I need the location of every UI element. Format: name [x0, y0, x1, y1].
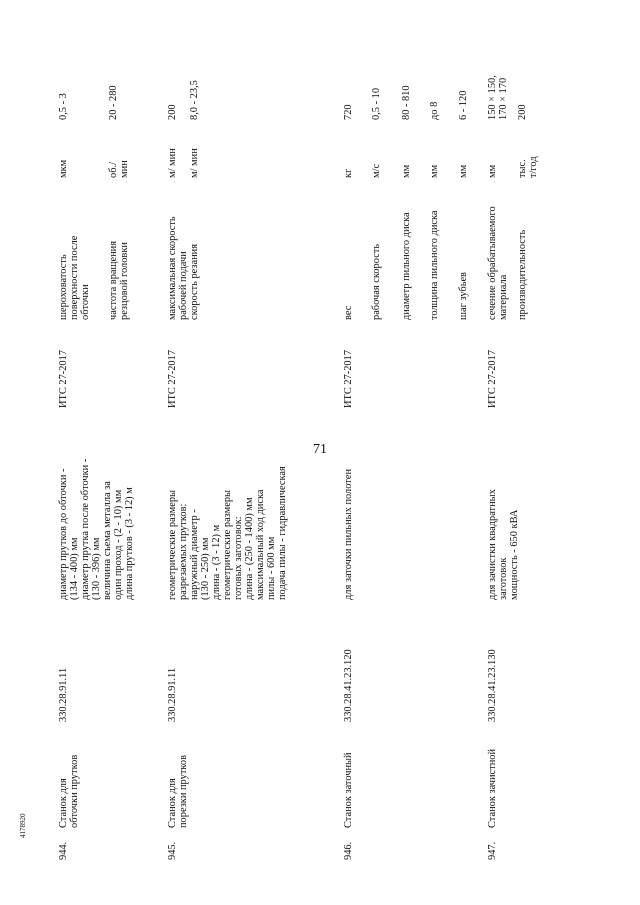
unit-column [487, 136, 539, 178]
parameter-value: 20 - 280 [108, 85, 119, 120]
parameter-name: максимальная скорость рабочей подачи [167, 216, 189, 320]
parameter-name: сечение обрабатываемого материала [487, 206, 509, 320]
parameter-value: 200 [167, 104, 178, 120]
okpd-code: 330.28.91.11 [167, 667, 178, 722]
parameter-name: частота вращения резцовой головки [108, 240, 130, 320]
parameter-value: 200 [517, 104, 528, 120]
row-number: 946. [343, 841, 354, 860]
parameter-unit: мм [401, 164, 412, 178]
parameter-value: 6 - 120 [458, 90, 469, 120]
equipment-description: для зачистки квадратных заготовок мощность - 650 кВА [487, 489, 520, 600]
row-number: 944. [58, 841, 69, 860]
equipment-name: Станок зачистной [487, 748, 498, 828]
equipment-name: Станок заточный [343, 752, 354, 828]
equipment-description: диаметр прутков до обточки - (134 - 400) мм диаметр прутка после обточки - (130 - 396) мм величина съема металла за один проход - (2 - 10) мм длина прутков - (3 - 12) м [58, 458, 135, 600]
rotated-table [50, 30, 539, 860]
parameter-value: 0,5 - 3 [58, 93, 69, 120]
parameter-column [58, 190, 130, 320]
parameter-name: шаг зубьев [458, 272, 469, 320]
parameter-unit: мм [429, 164, 440, 178]
parameter-unit: м/с [371, 163, 382, 178]
parameter-name: толщина пильного диска [429, 210, 440, 320]
its-reference: ИТС 27-2017 [58, 349, 69, 408]
okpd-code: 330.28.41.23.120 [343, 649, 354, 722]
parameter-unit: мм [487, 164, 498, 178]
okpd-code: 330.28.91.11 [58, 667, 69, 722]
row-number: 945. [167, 841, 178, 860]
equipment-description: геометрические размеры разрезаемых прутков: наружный диаметр - (130 - 250) мм длина - (3 - 12) м геометрические размеры готовых заготовок: длина - (250 - 1400) мм максимальный ход диска пилы - 600 мм подача пилы - гидравлическая [167, 466, 288, 600]
unit-column [343, 136, 469, 178]
parameter-unit: мм [458, 164, 469, 178]
parameter-name: скорость резания [189, 243, 200, 320]
parameter-value: 0,5 - 10 [371, 87, 382, 120]
parameter-value: 80 - 810 [401, 85, 412, 120]
parameter-name: диаметр пильного диска [401, 212, 412, 320]
its-reference: ИТС 27-2017 [343, 349, 354, 408]
parameter-value: до 8 [429, 101, 440, 120]
parameter-value: 150 × 150, 170 × 170 [487, 75, 509, 120]
unit-column [167, 136, 200, 178]
parameter-value: 8,0 - 23,5 [189, 80, 200, 120]
row-number: 947. [487, 841, 498, 860]
value-column [343, 58, 469, 120]
value-column [167, 58, 200, 120]
document-code: 4178920 [19, 813, 27, 838]
parameter-name: вес [343, 305, 354, 320]
equipment-name: Станок для обточки прутков [58, 754, 80, 828]
parameter-name: производительность [517, 229, 528, 320]
parameter-name: рабочая скорость [371, 243, 382, 320]
value-column [487, 58, 528, 120]
parameter-unit: м/ мин [167, 148, 178, 178]
parameter-column [167, 190, 200, 320]
parameter-column [487, 190, 528, 320]
parameter-unit: тыс. т/год [517, 156, 539, 178]
okpd-code: 330.28.41.23.130 [487, 649, 498, 722]
its-reference: ИТС 27-2017 [167, 349, 178, 408]
parameter-unit: м/ мин [189, 148, 200, 178]
parameter-unit: мкм [58, 159, 69, 178]
parameter-unit: об./ мин [108, 160, 130, 178]
parameter-column [343, 190, 469, 320]
equipment-description: для заточки пильных полотен [343, 468, 354, 600]
value-column [58, 58, 119, 120]
its-reference: ИТС 27-2017 [487, 349, 498, 408]
page-number: 71 [313, 442, 327, 457]
equipment-name: Станок для порезки прутков [167, 755, 189, 828]
unit-column [58, 136, 130, 178]
parameter-name: шероховатость поверхности после обточки [58, 235, 91, 320]
parameter-value: 720 [343, 104, 354, 120]
parameter-unit: кг [343, 168, 354, 178]
